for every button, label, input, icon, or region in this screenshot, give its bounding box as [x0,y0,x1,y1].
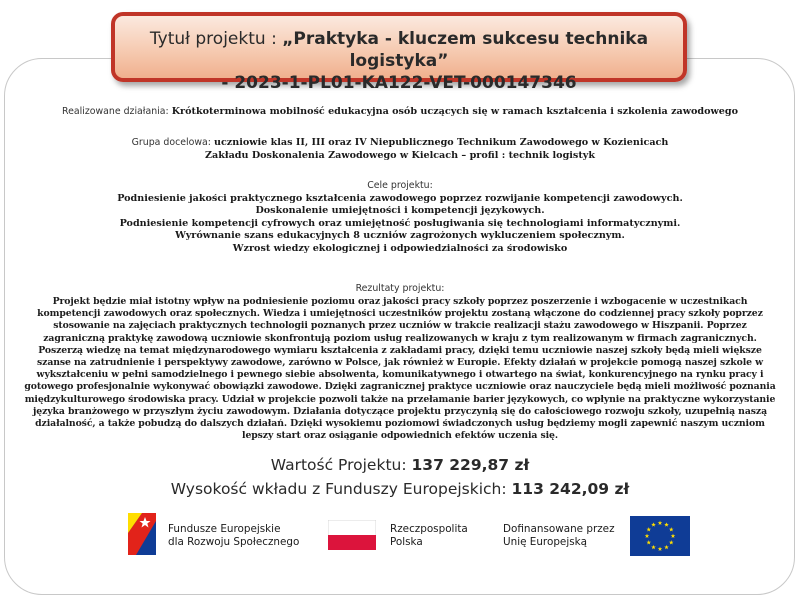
eu-logo-block [503,503,698,569]
eu-contribution-amount: 113 242,09 zł [511,480,630,498]
target-group-section [20,137,780,162]
project-value [0,456,800,474]
goal-item: Wyrównanie szans edukacyjnych 8 uczniów zagrożonych wykluczeniem społecznym. [175,230,625,242]
actions-label: Realizowane działania: [62,106,169,117]
results-heading [20,283,780,296]
fe-logo-line2: dla Rozwoju Społecznego [168,536,300,548]
goal-item: Podniesienie kompetencji cyfrowych oraz umiejętność posługiwania się technologiami informatycznymi. [119,217,681,229]
project-code: - 2023-1-PL01-KA122-VET-000147346 [221,73,577,93]
rp-logo-line1: Rzeczpospolita [390,523,468,535]
fe-logo-text [168,523,299,549]
title-name: „Praktyka - kluczem sukcesu technika logistyka” [282,29,649,71]
fe-logo-line1: Fundusze Europejskie [168,523,281,535]
project-title [115,28,683,72]
target-group-line1: uczniowie klas II, III oraz IV Niepublicznego Technikum Zawodowego w Kozienicach [213,137,669,148]
project-title-banner [111,12,687,93]
goal-item: Doskonalenie umiejętności i kompetencji językowych. [255,205,545,217]
rp-logo-line2: Polska [390,536,423,548]
eu-contribution-label: Wysokość wkładu z Funduszy Europejskich: [170,480,512,498]
funding-logos-bar [118,503,698,569]
fe-logo-block [118,503,308,569]
eu-flag-logo-icon [630,516,690,556]
polish-flag-logo-icon [328,520,376,550]
goal-item: Wzrost wiedzy ekologicznej i odpowiedzialności za środowisko [232,242,568,254]
goals-label: Cele projektu: [367,180,433,191]
eu-logo-text [503,523,615,549]
fundusze-europejskie-logo-icon [122,511,160,557]
rp-logo-block [328,503,488,569]
results-text: Projekt będzie miał istotny wpływ na podniesienie poziomu oraz jakości pracy szkoły poprzez poszerzenie i wzbogacenie w uczestnikach kompetencji zawodowych oraz społecznych. Wiedza i umiejętności uczestników projektu zostaną włączone do codziennej pracy szkoły poprzez stosowanie na zajęciach praktycznych technologii poznanych przez uczniów w trakcie realizacji stażu zawodowego w Hiszpanii. Poprzez zagraniczną praktykę zawodową uczniowie skonfrontują poziom usług realizowanych w kraju z tym realizowanym w firmach zagranicznych. Poszerzą wiedzę na temat międzynarodowego wymiaru kształcenia z zakładami pracy, dzięki temu uczniowie naszej szkoły będą mieli większe szanse na zatrudnienie i perspektywy zawodowe, zarówno w Polsce, jak również w Europie. Efekty działań w projekcie pomogą naszej szkole w wykształceniu w pełni samodzielnego i pewnego siebie absolwenta, komunikatywnego i otwartego na świat, konkurencyjnego na rynku pracy i gotowego profesjonalnie wykonywać obowiązki zawodowe. Dzięki zagranicznej praktyce uczniowie oraz nauczyciele będą mieli możliwość poznania międzykulturowego środowiska pracy. Udział w projekcie pozwoli także na przełamanie barier językowych, co wpłynie na praktyczne wykorzystanie języka branżowego w przyszłym życiu zawodowym. Działania dotyczące projektu przyczynią się do całościowego rozwoju szkoły, uzupełnią naszą działalność, a także pobudzą do dalszych działań. Dzięki wysokiemu poziomowi świadczonych usług będziemy mogli zapewnić naszym uczniom lepszy start oraz osiąganie odpowiednich efektów uczenia się. [24,296,776,442]
title-prefix: Tytuł projektu : [149,29,283,49]
project-value-label: Wartość Projektu: [270,456,412,474]
goal-item: Podniesienie jakości praktycznego kształcenia zawodowego poprzez rozwijanie kompetencji zawodowych. [117,192,683,204]
goals-section [20,180,780,256]
eu-logo-line2: Unię Europejską [503,536,587,548]
results-label: Rezultaty projektu: [355,283,445,294]
actions-section [20,106,780,119]
eu-logo-line1: Dofinansowane przez [503,523,615,535]
project-value-amount: 137 229,87 zł [411,456,530,474]
target-group-line2: Zakładu Doskonalenia Zawodowego w Kielcach – profil : technik logistyk [205,149,595,161]
target-group-label: Grupa docelowa: [131,137,211,148]
actions-text: Krótkoterminowa mobilność edukacyjna osób uczących się w ramach kształcenia i szkolenia zawodowego [171,106,738,117]
eu-contribution [0,480,800,498]
rp-logo-text [390,523,468,549]
